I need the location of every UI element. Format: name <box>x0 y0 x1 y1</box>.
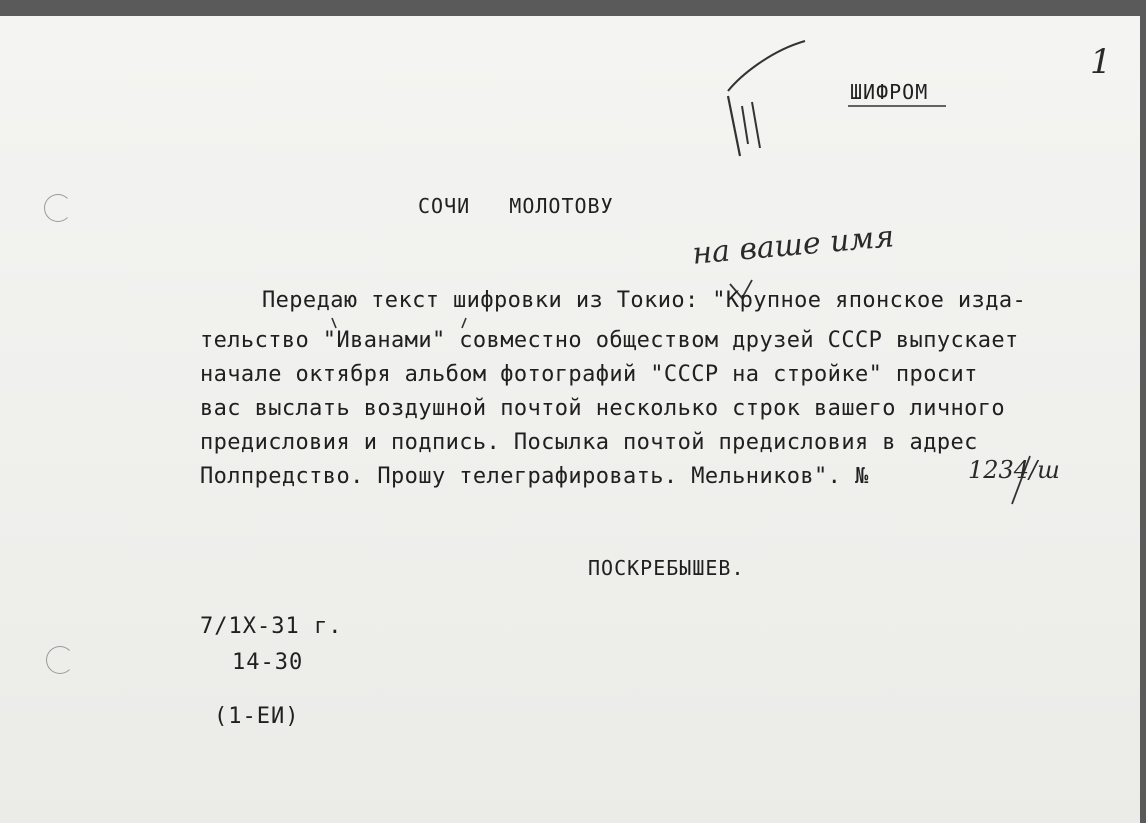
cipher-stamp: ШИФРОМ <box>850 80 929 104</box>
body-line-6: Полпредство. Прошу телеграфировать. Мельников". № <box>200 464 869 489</box>
date: 7/1X-31 г. <box>200 614 343 639</box>
document-page <box>0 16 1140 823</box>
body-line-3: начале октября альбом фотографий "СССР на стройке" просит <box>200 362 978 387</box>
signature: ПОСКРЕБЫШЕВ. <box>588 556 745 580</box>
code: (1-ЕИ) <box>214 704 300 729</box>
handwritten-insert: на ваше имя <box>690 219 896 272</box>
time: 14-30 <box>232 650 304 675</box>
handwritten-number: 1234/ш <box>968 456 1060 484</box>
body-line-1: Передаю текст шифровки из Токио: "Крупное японское изда- <box>262 288 1027 313</box>
page-number: 1 <box>1090 42 1112 82</box>
body-line-4: вас выслать воздушной почтой несколько строк вашего личного <box>200 396 1006 421</box>
body-line-2: тельство "Иванами" совместно обществом друзей СССР выпускает <box>200 328 1019 353</box>
body-line-5: предисловия и подпись. Посылка почтой предисловия в адрес <box>200 430 978 455</box>
addressee: СОЧИ МОЛОТОВУ <box>418 194 614 218</box>
